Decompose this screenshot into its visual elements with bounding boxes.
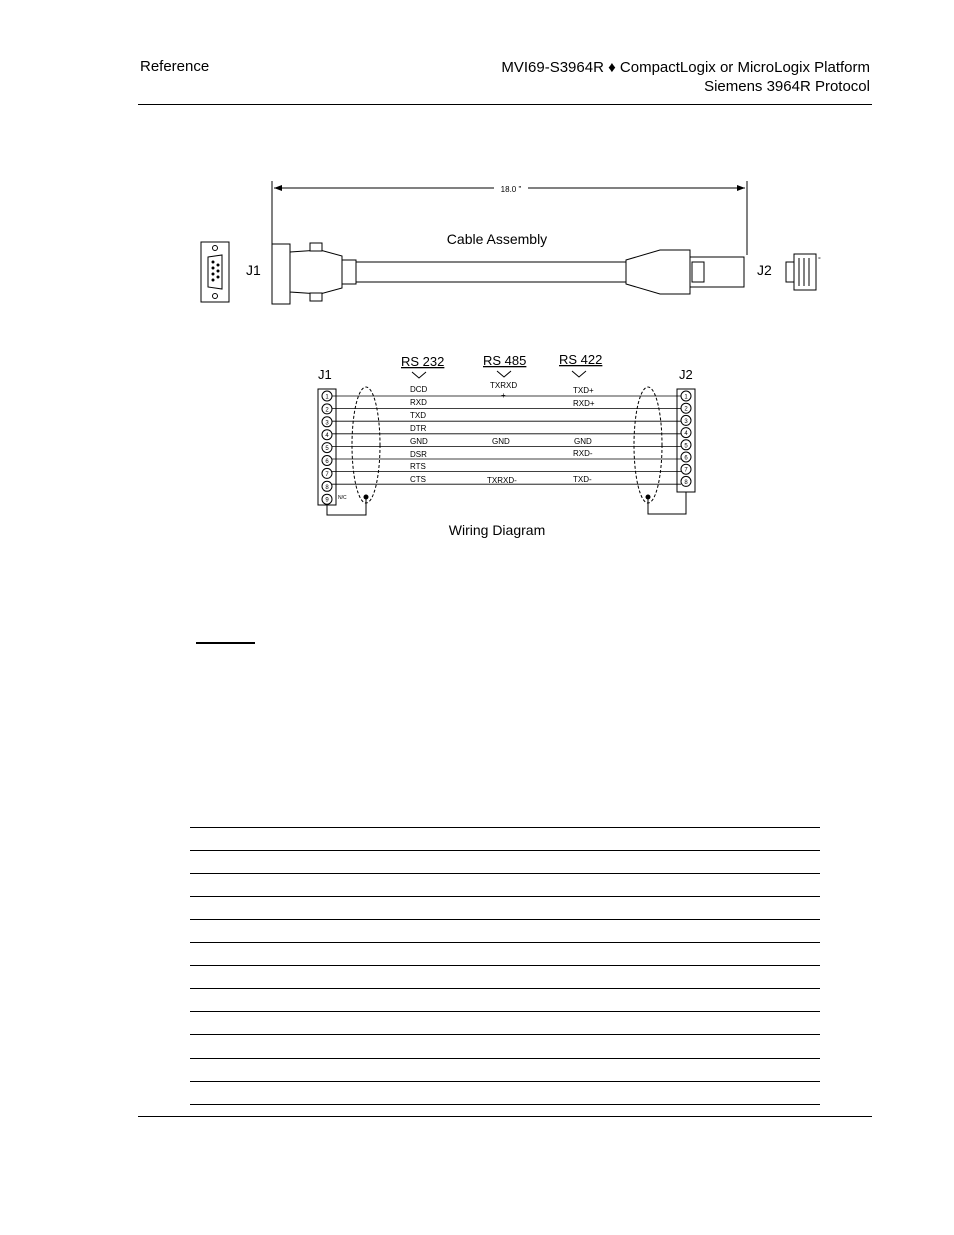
- table-rule: [190, 1104, 820, 1105]
- wiring-diagram-title: Wiring Diagram: [448, 522, 546, 538]
- signal-rs232-8: CTS: [410, 475, 426, 484]
- table-rule: [190, 919, 820, 920]
- cable-j2-label: J2: [757, 262, 772, 278]
- wiring-j2-label: J2: [679, 367, 693, 382]
- signal-rs232-3: TXD: [410, 411, 426, 420]
- j2-shield-wire: [648, 492, 686, 514]
- signal-rs232-6: DSR: [410, 450, 427, 459]
- rs422-heading: RS 422: [559, 352, 603, 367]
- j1-nc-label: N/C: [338, 495, 347, 501]
- j1-pin-group: [322, 391, 332, 504]
- j1-pin-number: 6: [325, 459, 329, 465]
- table-rule: [190, 896, 820, 897]
- j2-pin-number: 2: [684, 406, 688, 413]
- j1-pin-number: 4: [325, 433, 329, 440]
- signal-rs422-rxd-minus: RXD-: [573, 449, 593, 458]
- j1-pin-number: 7: [325, 471, 329, 478]
- table-rule: [190, 1081, 820, 1082]
- wiring-j1-label: J1: [318, 367, 332, 382]
- section-heading-underline: [196, 642, 255, 644]
- svg-text:°: °: [818, 257, 821, 264]
- signal-rs485-txrxd-plus: TXRXD: [490, 381, 518, 390]
- j1-pin-number: 9: [325, 497, 329, 504]
- table-rule: [190, 965, 820, 966]
- table-rule: [190, 942, 820, 943]
- signal-rs422-rxd-plus: RXD+: [573, 399, 595, 408]
- j1-pin-number: 3: [325, 420, 329, 427]
- table-rule: [190, 1058, 820, 1059]
- table-rule: [190, 827, 820, 828]
- j2-pin-number: 4: [684, 431, 688, 438]
- signal-rs232-4: DTR: [410, 424, 427, 433]
- signal-rs422-txd-minus: TXD-: [573, 475, 592, 484]
- cable-j1-label: J1: [246, 262, 261, 278]
- table-rule: [190, 1034, 820, 1035]
- dimension-label: 18.0 ": [500, 185, 522, 194]
- j2-pin-number: 8: [684, 479, 688, 486]
- j2-pin-number: 3: [684, 418, 688, 425]
- table-rule: [190, 988, 820, 989]
- rs485-chevron: [497, 371, 511, 377]
- rs422-chevron: [572, 371, 586, 377]
- table-rule: [190, 873, 820, 874]
- j1-shield-ellipse: [352, 387, 380, 503]
- j1-pin-number: 5: [325, 446, 329, 453]
- j2-pin-number: 6: [684, 455, 688, 462]
- j2-shield-ellipse: [634, 387, 662, 503]
- header-product-line1: MVI69-S3964R ♦ CompactLogix or MicroLogix Platform: [501, 59, 870, 76]
- footer-rule: [138, 1116, 872, 1117]
- signal-rs232-2: RXD: [410, 398, 427, 407]
- j2-pin-number: 1: [684, 394, 688, 401]
- signal-rs232-5: GND: [410, 437, 428, 446]
- rs232-heading: RS 232: [401, 354, 445, 369]
- table-rule: [190, 1011, 820, 1012]
- signal-rs232-7: RTS: [410, 462, 426, 471]
- signal-rs485-gnd: GND: [492, 437, 510, 446]
- signal-rs232-1: DCD: [410, 385, 428, 394]
- cable-assembly-title: Cable Assembly: [446, 231, 548, 247]
- rs485-heading: RS 485: [483, 353, 527, 368]
- table-rule: [190, 850, 820, 851]
- signal-rs422-gnd: GND: [574, 437, 592, 446]
- header-product-line2: Siemens 3964R Protocol: [704, 78, 870, 95]
- j2-pin-number: 7: [684, 467, 688, 474]
- rs232-chevron: [412, 372, 426, 378]
- j1-pin-number: 1: [325, 394, 329, 401]
- signal-rs422-txd-plus: TXD+: [573, 386, 594, 395]
- signal-rs485-plus: +: [501, 391, 506, 400]
- j1-pin-number: 2: [325, 407, 329, 414]
- header-section-label: Reference: [140, 58, 210, 75]
- signal-rs485-txrxd-minus: TXRXD-: [487, 476, 517, 485]
- j2-pin-number: 5: [684, 443, 688, 450]
- j1-pin-number: 8: [325, 484, 329, 491]
